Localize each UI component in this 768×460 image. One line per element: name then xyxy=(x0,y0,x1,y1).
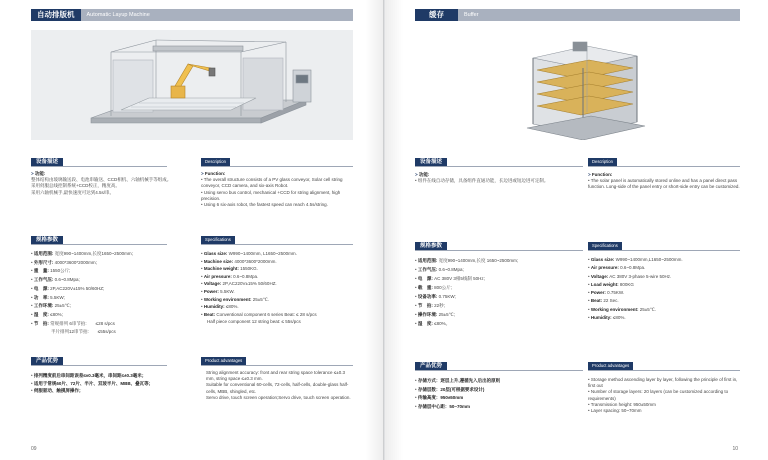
left-function-en-line: • The overall structure consists of a PV glass conveyor, Solar cell string conveyor, CCD camera, and six-axis Robot. xyxy=(201,177,353,189)
spec-value: 0.75KW; xyxy=(438,294,456,299)
left-function-cn: > 功能: 整体结构由玻璃输送段、电池串输送、CCD相机、六轴机械手等组成。 采用伺服总线控制系统+CCD校正，精度高。 采用六轴机械手,最快速度可达到4.5s/串。 xyxy=(31,171,191,196)
spec-key: Load weight: xyxy=(590,281,619,287)
right-spec-rule-en xyxy=(588,250,740,251)
adv-item: • 传输高度：950±50mm xyxy=(415,394,585,403)
right-adv-en-list xyxy=(588,377,740,414)
left-spec-cn-list xyxy=(31,250,196,337)
right-page xyxy=(385,0,768,460)
left-function-en-label: Function: xyxy=(204,171,226,176)
spec-key: 节 拍: xyxy=(33,320,49,326)
right-title-cn: 缓存 xyxy=(415,9,458,21)
spec-value: 22 Sec. xyxy=(603,298,619,304)
left-spec-rule-cn xyxy=(31,244,167,245)
right-spec-en-list xyxy=(588,256,740,322)
left-desc-rule-en xyxy=(201,166,353,167)
spec-value: ≤80%; xyxy=(50,311,63,317)
spec-key: Working environment: xyxy=(203,296,252,302)
spec-value: 22秒; xyxy=(434,303,445,308)
spec-value: 25±5℃. xyxy=(252,296,270,302)
spec-key: Voltage: xyxy=(203,281,222,287)
spec-value: 25±5℃; xyxy=(438,312,455,317)
spec-key: Humidity: xyxy=(203,304,225,310)
adv-item: • 伺服驱动、触摸屏操作； xyxy=(31,387,196,395)
spec-value: 半片排列12串节拍: ≤55s/pcs xyxy=(51,329,116,335)
right-function-cn-line: • 组件在线自动存储，具备组件直通功能，长边进或短边进可定制。 xyxy=(415,178,583,184)
spec-key: 湿 度: xyxy=(33,311,49,317)
spec-value: W990~1400mm,L1650~2500mm. xyxy=(615,257,683,262)
spec-key: 适用范围: xyxy=(33,251,54,256)
spec-value: ≤80%. xyxy=(225,304,239,310)
spec-key: Working environment: xyxy=(590,306,639,312)
left-adv-header-cn: 产品优势 xyxy=(31,357,63,365)
spec-key: Power: xyxy=(590,290,606,296)
left-desc-header-en: Description xyxy=(201,158,230,166)
spec-key: 工作气压: xyxy=(417,267,438,272)
adv-item: • 适用于常规60片、72片、半片、双玻半片、MBB、叠瓦等； xyxy=(31,380,196,388)
adv-item: • 存储方式：逐层上升,遵循先入后出的原则 xyxy=(415,377,585,386)
layup-machine-illustration xyxy=(31,30,353,140)
spec-value: Conventional component 6 series Beat: ≤ 28 s/pcs xyxy=(216,311,317,317)
right-adv-rule-cn xyxy=(415,370,583,371)
left-title-bar xyxy=(31,9,353,21)
buffer-machine-illustration xyxy=(415,30,740,140)
left-spec-en-list xyxy=(201,250,353,326)
spec-value: 0.75KW. xyxy=(607,290,625,296)
left-function-cn-line: 采用伺服总线控制系统+CCD校正，精度高。 xyxy=(31,183,120,189)
spec-value: W990~1400mm, L1650~2500mm. xyxy=(228,251,297,256)
spec-value: 0.6~0.8Mpa. xyxy=(620,265,646,271)
right-spec-header-en: Specifications xyxy=(588,242,622,250)
left-function-en: > Function: • The overall structure consists of a PV glass conveyor, Solar cell string conveyor, CCD camera, and six-axis Robot. • Using servo bus control, mechanical +CCD for string alignment, high precision. • Using 6 six-axis robot, the fastest speed can reach 4.5s/string. xyxy=(201,171,353,208)
right-desc-rule-en xyxy=(588,166,740,167)
spec-key: 外形尺寸: xyxy=(33,259,54,265)
left-page xyxy=(0,0,383,460)
spec-value: 2P,AC220V±15% 50/60HZ. xyxy=(222,281,277,287)
left-function-en-line: • Using servo bus control, mechanical +CCD for string alignment, high precision. xyxy=(201,190,353,202)
right-page-number: 10 xyxy=(732,446,738,452)
adv-item: String alignment accuracy: front and rear string space tolerance ≤±0.3 mm, string space ≤±0.3 mm. xyxy=(206,370,346,382)
left-title-en: Automatic Layup Machine xyxy=(81,9,354,21)
left-function-en-line: • Using 6 six-axis robot, the fastest speed can reach 4.5s/string. xyxy=(201,202,353,208)
spec-key: Power: xyxy=(203,288,219,294)
spec-key: 湿 度: xyxy=(417,321,433,326)
spec-value: 1550公斤; xyxy=(50,268,71,274)
layup-machine-image xyxy=(31,30,353,140)
right-function-en-label: Function: xyxy=(591,172,613,177)
adv-item: • Storage method ascending layer by layer, following the principle of first in, first out xyxy=(588,377,740,389)
spec-value: 4000*3600*2000mm; xyxy=(54,259,97,265)
spec-value: 宽度990~1400mm,长度 1650~2500mm; xyxy=(438,258,519,263)
right-adv-rule-en xyxy=(588,370,740,371)
spec-value: 0.6~0.8Mpa; xyxy=(438,267,464,272)
spec-key: 电 源: xyxy=(417,276,433,281)
buffer-machine-image xyxy=(415,30,740,140)
left-function-cn-line: 采用六轴机械手,最快速度可达到4.5s/串。 xyxy=(31,189,115,195)
spec-value: 1550KG. xyxy=(240,266,258,272)
adv-item: Servo drive, touch screen operation;Servo drive, touch screen operation. xyxy=(206,394,351,400)
spec-key: Machine size: xyxy=(203,258,234,264)
right-adv-header-en: Product advantages xyxy=(588,362,633,370)
left-spec-header-en: Specifications xyxy=(201,236,235,244)
spec-key: 适用范围: xyxy=(417,258,438,263)
left-adv-cn-list xyxy=(31,372,196,395)
left-adv-rule-cn xyxy=(31,365,167,366)
spec-key: 工作气压: xyxy=(33,277,54,283)
right-function-cn: > 功能: • 组件在线自动存储，具备组件直通功能，长边进或短边进可定制。 xyxy=(415,172,583,184)
right-function-en: > Function: • The solar panel is automatically stored online and has a panel direct pass function. Long-side of the panel entry or short-side entry can be customized. xyxy=(588,172,740,191)
right-spec-rule-cn xyxy=(415,250,583,251)
left-adv-header-en: Product advantages xyxy=(201,357,246,365)
left-adv-en-list xyxy=(206,370,354,401)
adv-item: • 存储层中心距：50~70mm xyxy=(415,403,585,412)
spec-key: Beat: xyxy=(203,311,216,317)
right-adv-cn-list xyxy=(415,377,585,411)
right-function-en-line: • The solar panel is automatically stored online and has a panel direct pass function. Long-side of the panel entry or short-side entry can be customized. xyxy=(588,178,740,190)
left-desc-rule-cn xyxy=(31,166,167,167)
right-desc-header-cn: 设备描述 xyxy=(415,158,447,166)
spec-value: AC 380V 3相5线制 50Hz; xyxy=(434,276,485,281)
left-adv-rule-en xyxy=(201,365,353,366)
spec-key: Air pressure: xyxy=(590,265,619,271)
spec-value: 常规排列 6串节拍: ≤28 s/pcs xyxy=(50,320,115,326)
spec-key: 重 量: xyxy=(33,268,49,274)
spec-value: 800KG xyxy=(619,281,634,287)
adv-item: Suitable for conventional 60-cells, 72-cells, half-cells, double-glass half-cells, MBB, shingled, etc. xyxy=(206,382,349,394)
spec-value: 4000*3600*2000mm. xyxy=(234,258,277,264)
spec-key: Humidity: xyxy=(590,315,612,321)
spec-key: Air pressure: xyxy=(203,273,232,279)
left-spec-header-cn: 规格参数 xyxy=(31,236,63,244)
spec-key: 载 重: xyxy=(417,285,433,290)
spec-key: Glass size: xyxy=(203,251,228,256)
spec-key: Glass size: xyxy=(590,257,615,262)
spec-key: 设备功率: xyxy=(417,294,438,299)
spec-key: 电 源: xyxy=(33,285,49,291)
right-title-bar xyxy=(415,9,740,21)
right-title-en: Buffer xyxy=(458,9,740,21)
adv-item: • 存储层数：20层(可根据要求设计) xyxy=(415,386,585,395)
right-function-cn-label: 功能: xyxy=(418,172,430,177)
spec-key: 功 率: xyxy=(33,294,49,300)
left-title-cn: 自动排版机 xyxy=(31,9,81,21)
right-adv-header-cn: 产品优势 xyxy=(415,362,447,370)
adv-item: • 排列精度前后串间距误差≤±0.3毫米，串间距≤±0.3毫米； xyxy=(31,372,196,380)
spec-value: ≤80%。 xyxy=(434,321,451,326)
spec-key: 节 拍: xyxy=(417,303,433,308)
right-desc-header-en: Description xyxy=(588,158,617,166)
left-desc-header-cn: 设备描述 xyxy=(31,158,63,166)
right-desc-rule-cn xyxy=(415,166,583,167)
adv-item: • Transmission height: 950±50mm xyxy=(588,402,740,408)
spec-key: Machine weight: xyxy=(203,266,239,272)
right-spec-cn-list xyxy=(415,256,585,328)
left-function-cn-line: 整体结构由玻璃输送段、电池串输送、CCD相机、六轴机械手等组成。 xyxy=(31,177,172,183)
spec-key: 工作环境: xyxy=(33,303,54,309)
spec-key: 操作环境: xyxy=(417,312,438,317)
spec-value: 800公斤; xyxy=(434,285,452,290)
spec-value: ≤80%. xyxy=(612,315,626,321)
spec-value: 宽度990~1400mm,长度1650~2500mm; xyxy=(54,251,133,256)
spec-value: Half piece component 12 string beat: ≤ 55s/pcs xyxy=(207,319,301,325)
left-spec-rule-en xyxy=(201,244,353,245)
spec-value: 0.6~0.8Mpa. xyxy=(233,273,259,279)
spec-value: 5.5KW; xyxy=(50,294,65,300)
spec-key: Voltage: xyxy=(590,273,609,279)
spec-value: 0.6~0.8Mpa; xyxy=(54,277,80,283)
spec-value: AC 380V 3-phase 5-wire 50Hz. xyxy=(609,273,672,279)
adv-item: • Number of storage layers: 20 layers (can be customized according to requirements) xyxy=(588,389,740,401)
spec-value: 2P,AC220V±15% 50/60HZ; xyxy=(50,285,105,291)
adv-item: • Layer spacing: 50~70mm xyxy=(588,408,740,414)
spec-value: 25±5℃; xyxy=(54,303,71,309)
left-page-number: 09 xyxy=(31,446,37,452)
right-spec-header-cn: 规格参数 xyxy=(415,242,447,250)
spec-value: 25±5℃. xyxy=(639,306,657,312)
spec-value: 5.5KW. xyxy=(220,288,235,294)
left-function-cn-label: 功能: xyxy=(34,171,46,176)
spec-key: Beat: xyxy=(590,298,603,304)
